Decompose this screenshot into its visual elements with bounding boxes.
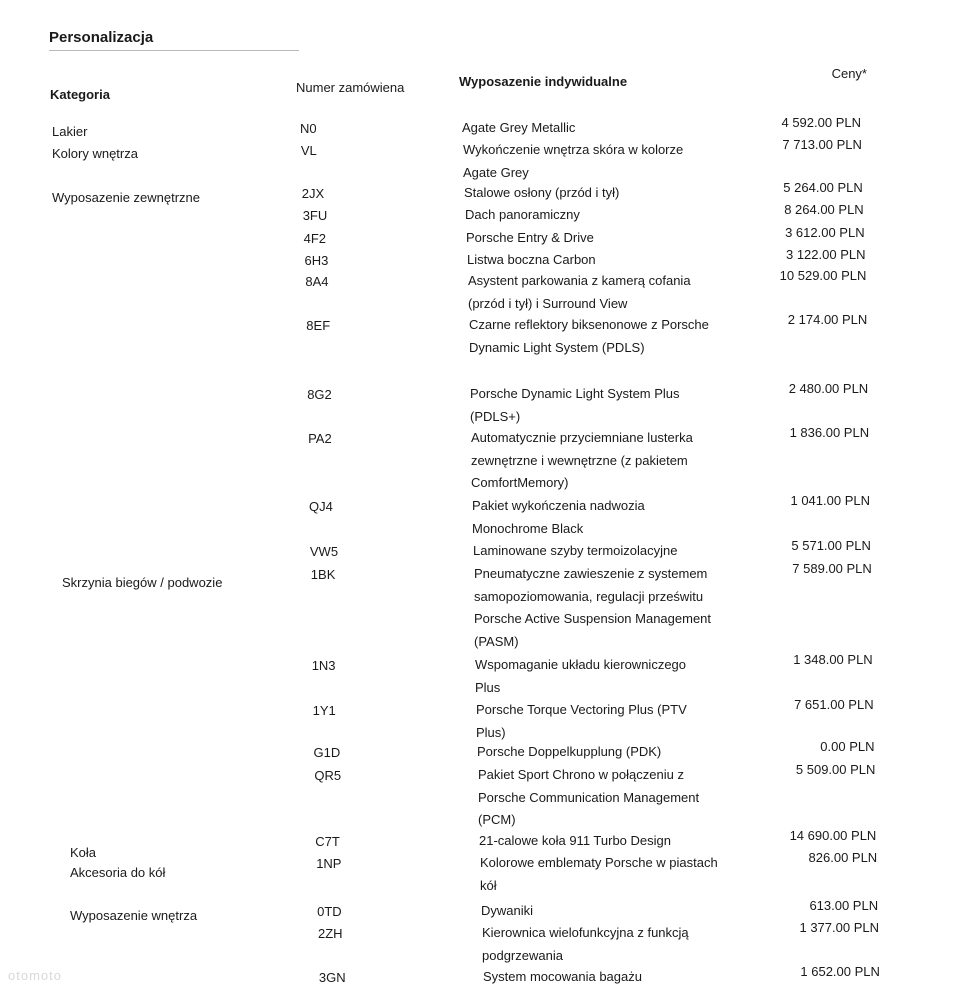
description-line: Porsche Communication Management xyxy=(478,789,700,805)
category-lakier: Lakier xyxy=(52,124,88,139)
price: 826.00 PLN xyxy=(808,850,878,865)
price: 5 509.00 PLN xyxy=(795,762,876,777)
description-line: Agate Grey xyxy=(463,164,529,180)
description-line: Plus) xyxy=(476,724,506,740)
description-line: Porsche Active Suspension Management xyxy=(474,611,712,626)
order-code: 2ZH xyxy=(318,926,343,941)
category-skrzynia-biegow: Skrzynia biegów / podwozie xyxy=(62,575,223,590)
order-code: 0TD xyxy=(317,904,342,919)
order-code: 6H3 xyxy=(304,253,329,268)
order-code: 1Y1 xyxy=(312,703,336,718)
equipment-description xyxy=(479,830,671,853)
header-price: Ceny* xyxy=(831,66,867,81)
description-line: samopoziomowania, regulacji prześwitu xyxy=(474,588,704,604)
page-title: Personalizacja xyxy=(49,29,154,46)
price: 3 612.00 PLN xyxy=(785,225,865,240)
description-line: Automatycznie przyciemniane lusterka xyxy=(471,430,693,445)
equipment-description xyxy=(482,922,689,967)
equipment-description xyxy=(465,204,580,227)
order-code: G1D xyxy=(313,745,341,760)
price: 3 122.00 PLN xyxy=(785,247,866,262)
description-line: Laminowane szyby termoizolacyjne xyxy=(473,543,678,558)
equipment-description xyxy=(468,270,691,315)
price: 2 480.00 PLN xyxy=(788,381,869,396)
description-line: Pakiet Sport Chrono w połączeniu z xyxy=(478,767,684,782)
price: 7 713.00 PLN xyxy=(782,137,862,152)
description-line: Porsche Entry & Drive xyxy=(466,230,594,245)
description-line: Wspomaganie układu kierowniczego xyxy=(475,657,687,672)
price: 1 377.00 PLN xyxy=(799,920,879,935)
price: 1 041.00 PLN xyxy=(790,493,870,508)
description-line: Dach panoramiczny xyxy=(465,207,580,222)
equipment-description xyxy=(467,249,596,272)
description-line: (PASM) xyxy=(474,633,519,649)
order-code: VW5 xyxy=(309,544,339,559)
description-line: Porsche Dynamic Light System Plus xyxy=(470,386,680,401)
equipment-description xyxy=(475,654,686,699)
description-line: Kierownica wielofunkcyjna z funkcją xyxy=(482,925,689,940)
equipment-description xyxy=(473,540,677,563)
equipment-description xyxy=(464,182,619,205)
description-line: Monochrome Black xyxy=(472,520,584,536)
equipment-description xyxy=(477,741,661,764)
description-line: System mocowania bagażu xyxy=(483,969,642,984)
description-line: Wykończenie wnętrza skóra w kolorze xyxy=(463,142,684,157)
header-category: Kategoria xyxy=(50,87,110,102)
order-code: 8EF xyxy=(306,318,331,333)
header-equipment: Wyposazenie indywidualne xyxy=(459,74,628,89)
description-line: Stalowe osłony (przód i tył) xyxy=(464,185,620,200)
equipment-description xyxy=(466,227,594,250)
equipment-description xyxy=(470,383,680,428)
description-line: kół xyxy=(480,877,497,893)
price: 613.00 PLN xyxy=(809,898,879,913)
category-akcesoria-do-kol: Akcesoria do kół xyxy=(70,865,166,880)
price: 2 174.00 PLN xyxy=(787,312,868,327)
equipment-description xyxy=(474,563,711,653)
order-code: 8G2 xyxy=(307,387,332,402)
equipment-description xyxy=(469,314,709,359)
order-code: VL xyxy=(300,143,317,158)
price: 5 571.00 PLN xyxy=(791,538,871,553)
header-order-number: Numer zamówiena xyxy=(296,80,405,95)
description-line: Czarne reflektory biksenonowe z Porsche xyxy=(469,317,709,332)
price: 1 652.00 PLN xyxy=(800,964,880,979)
description-line: Plus xyxy=(475,679,501,695)
category-kola: Koła xyxy=(70,845,97,860)
description-line: Porsche Torque Vectoring Plus (PTV xyxy=(476,702,687,717)
description-line: Porsche Doppelkupplung (PDK) xyxy=(477,744,662,759)
description-line: (PCM) xyxy=(478,812,516,827)
order-code: N0 xyxy=(300,121,317,136)
price: 1 348.00 PLN xyxy=(793,652,873,667)
equipment-description xyxy=(483,966,642,989)
equipment-description xyxy=(478,764,699,832)
description-line: Agate Grey Metallic xyxy=(462,120,576,135)
category-wyposazenie-wnetrza: Wyposazenie wnętrza xyxy=(70,908,198,923)
price: 4 592.00 PLN xyxy=(781,115,861,130)
equipment-description xyxy=(472,495,645,540)
price: 10 529.00 PLN xyxy=(779,268,867,283)
description-line: 21-calowe koła 911 Turbo Design xyxy=(479,833,671,848)
order-code: 3FU xyxy=(302,208,328,223)
equipment-description xyxy=(463,139,683,184)
description-line: Pneumatyczne zawieszenie z systemem xyxy=(474,566,708,581)
watermark: otomoto xyxy=(8,968,62,983)
order-code: 1NP xyxy=(316,856,342,871)
order-code: 8A4 xyxy=(305,274,329,289)
order-code: 3GN xyxy=(318,970,346,985)
order-code: QR5 xyxy=(314,768,342,783)
description-line: ComfortMemory) xyxy=(471,475,569,490)
order-code: 2JX xyxy=(301,186,325,201)
equipment-description xyxy=(471,427,693,495)
description-line: Dynamic Light System (PDLS) xyxy=(469,339,645,355)
description-line: Asystent parkowania z kamerą cofania xyxy=(468,273,691,288)
description-line: zewnętrzne i wewnętrzne (z pakietem xyxy=(471,452,688,468)
order-code: 4F2 xyxy=(303,231,326,246)
description-line: Pakiet wykończenia nadwozia xyxy=(472,498,645,513)
description-line: (przód i tył) i Surround View xyxy=(468,295,628,311)
category-wyposazenie-zewnetrzne: Wyposazenie zewnętrzne xyxy=(52,190,201,205)
order-code: PA2 xyxy=(308,431,332,446)
order-code: 1BK xyxy=(310,567,336,582)
equipment-description xyxy=(481,900,533,923)
description-line: Dywaniki xyxy=(481,903,534,918)
description-line: Kolorowe emblematy Porsche w piastach xyxy=(480,855,718,870)
description-line: (PDLS+) xyxy=(470,408,521,424)
price: 8 264.00 PLN xyxy=(784,202,864,217)
order-code: QJ4 xyxy=(309,499,333,514)
price: 7 651.00 PLN xyxy=(794,697,874,712)
equipment-description xyxy=(480,852,718,897)
price: 14 690.00 PLN xyxy=(789,828,877,843)
equipment-description xyxy=(476,699,687,744)
title-underline xyxy=(49,50,299,51)
description-line: Listwa boczna Carbon xyxy=(467,252,596,267)
price: 5 264.00 PLN xyxy=(783,180,863,195)
category-kolory-wnetrza: Kolory wnętrza xyxy=(52,146,138,161)
price: 1 836.00 PLN xyxy=(789,425,870,440)
description-line: podgrzewania xyxy=(482,947,563,963)
order-code: C7T xyxy=(315,834,340,849)
price: 7 589.00 PLN xyxy=(792,561,872,576)
price: 0.00 PLN xyxy=(820,739,875,754)
order-code: 1N3 xyxy=(311,658,336,673)
equipment-description xyxy=(462,117,575,140)
